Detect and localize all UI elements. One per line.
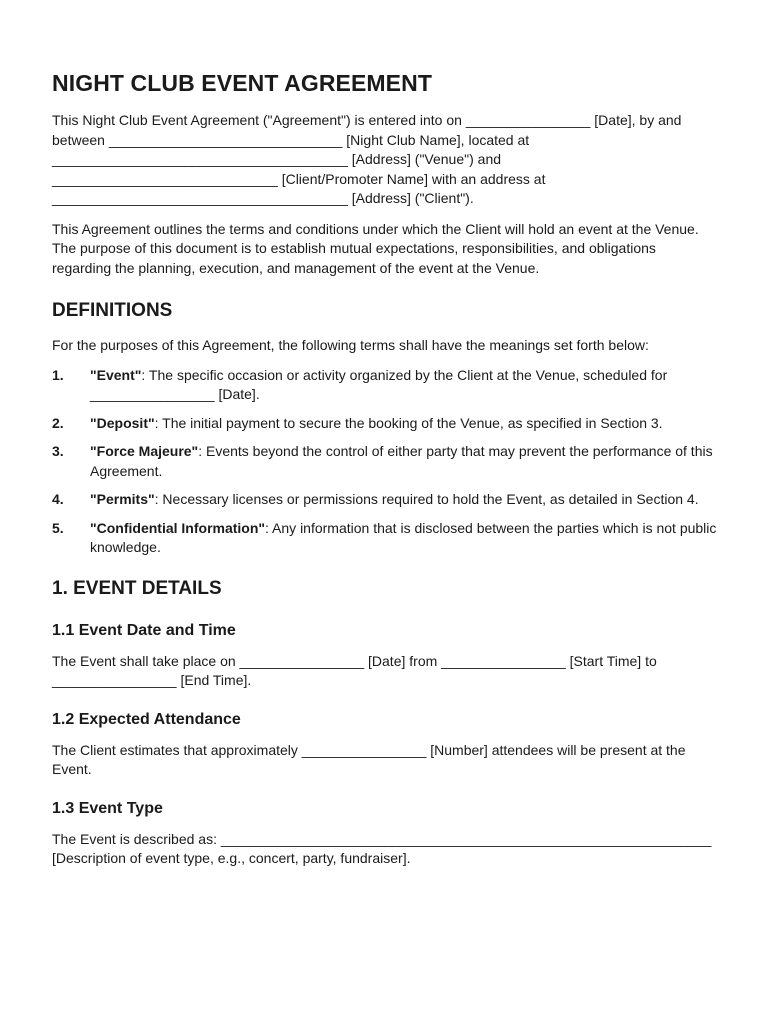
subsection-1-1: [52, 622, 718, 691]
subsection-1-1-text: The Event shall take place on ________________ [Date] from ________________ [Start Time] to ________________ [End Time].: [52, 652, 657, 688]
definitions-lead: For the purposes of this Agreement, the following terms shall have the meanings set forth below:: [52, 337, 649, 353]
definition-body: [90, 519, 718, 558]
subsection-1-1-heading: 1.1 Event Date and Time: [52, 621, 236, 639]
purpose-paragraph: This Agreement outlines the terms and conditions under which the Client will hold an event at the Venue. The purpose of this document is to establish mutual expectations, responsibilities, and obligations regarding the planning, execution, and management of the event at the Venue.: [52, 220, 699, 276]
definition-item: [52, 366, 718, 405]
definition-item: [52, 414, 718, 434]
definition-body: [90, 366, 718, 405]
definition-body: [90, 490, 718, 510]
definition-number: 4.: [52, 491, 64, 507]
definition-number: 1.: [52, 366, 64, 383]
definition-text: : Necessary licenses or permissions required to hold the Event, as detailed in Section 4.: [154, 491, 699, 507]
definition-number: 2.: [52, 414, 64, 431]
definition-text: : The specific occasion or activity organized by the Client at the Venue, scheduled for ________________ [Date].: [90, 366, 668, 402]
definition-text: : Any information that is disclosed between the parties which is not public knowledge.: [90, 519, 717, 555]
definition-term: "Force Majeure": [90, 443, 199, 459]
definition-item: [52, 442, 718, 481]
document-title: NIGHT CLUB EVENT AGREEMENT: [52, 70, 432, 96]
definition-item: [52, 519, 718, 558]
subsection-1-2-heading: 1.2 Expected Attendance: [52, 710, 241, 728]
definitions-heading: DEFINITIONS: [52, 300, 173, 321]
subsection-1-2-text: The Client estimates that approximately ________________ [Number] attendees will be present at the Event.: [52, 741, 686, 777]
section-1-heading: 1. EVENT DETAILS: [52, 577, 222, 599]
definition-body: [90, 442, 718, 481]
subsection-1-3-heading: 1.3 Event Type: [52, 799, 163, 817]
subsection-1-3: [52, 800, 718, 869]
definition-number: 5.: [52, 519, 64, 536]
definitions-list: [52, 366, 718, 558]
definition-term: "Confidential Information": [90, 519, 266, 536]
subsection-1-2: [52, 711, 718, 780]
intro-paragraph: This Night Club Event Agreement ("Agreement") is entered into on ________________ [Date], by and between ______________________________ [Night Club Name], located at ______________________________________ [Address] ("Venue") and _____________________________ [Client/Promoter Name] with an address at ______________________________________ [Address] ("Client").: [52, 112, 682, 206]
subsection-1-3-text: The Event is described as: _______________________________________________________________ [Description of event type, e.g., concert, party, fundraiser].: [52, 830, 712, 866]
definition-term: "Event": [90, 366, 142, 383]
definition-item: [52, 490, 718, 510]
definition-term: "Deposit": [90, 414, 155, 431]
definition-text: : Events beyond the control of either party that may prevent the performance of this Agreement.: [90, 443, 713, 479]
definition-body: [90, 414, 718, 434]
definition-term: "Permits": [90, 491, 155, 507]
definition-text: : The initial payment to secure the booking of the Venue, as specified in Section 3.: [154, 414, 663, 431]
definition-number: 3.: [52, 443, 64, 459]
